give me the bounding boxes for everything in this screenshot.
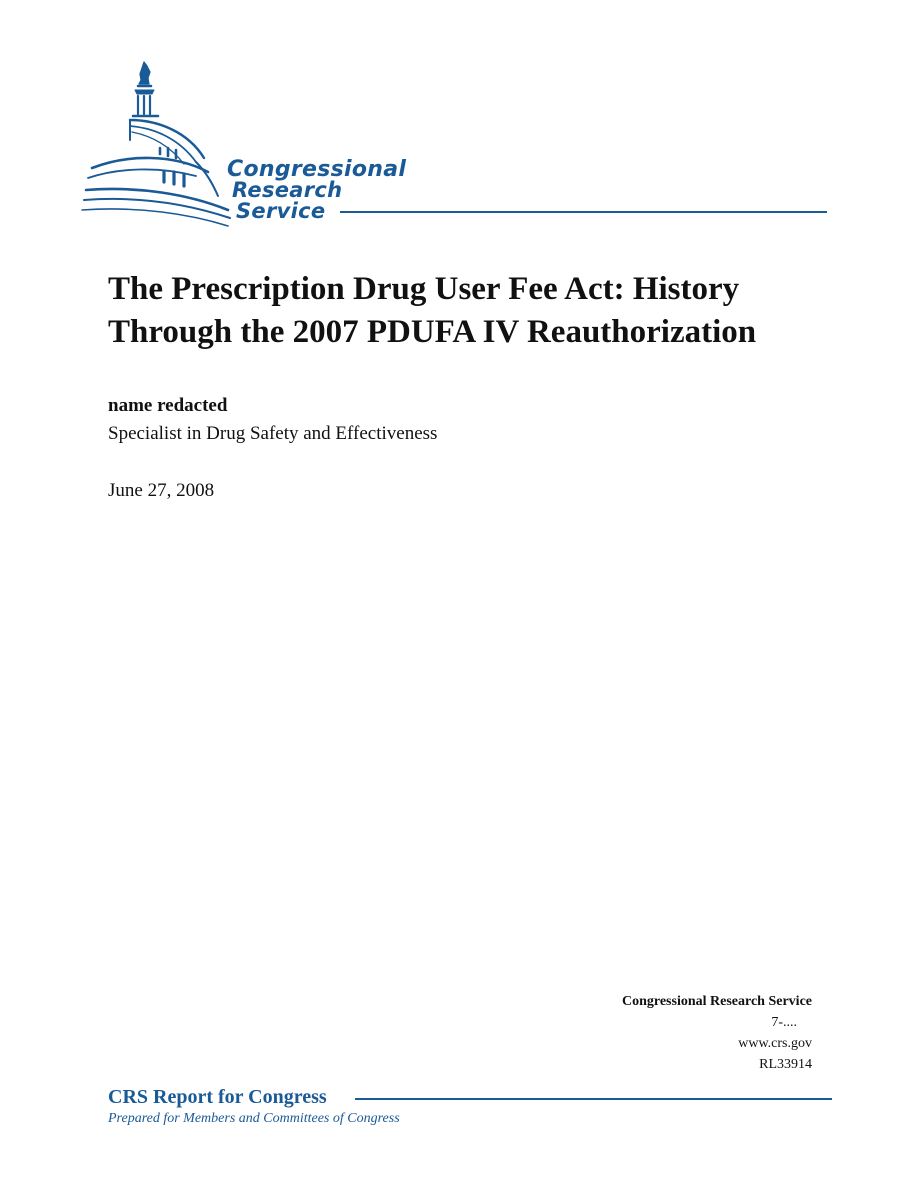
report-date: June 27, 2008	[108, 480, 215, 501]
logo-rule	[340, 211, 827, 213]
crs-organization: Congressional Research Service	[621, 994, 812, 1009]
author-name: name redacted	[108, 395, 228, 416]
footer-rule	[355, 1098, 832, 1100]
crs-info	[622, 991, 812, 1075]
author-role: Specialist in Drug Safety and Effectiveness	[108, 423, 438, 444]
footer-subtitle: Prepared for Members and Committees of Congress	[108, 1111, 400, 1126]
crs-website-link[interactable]: www.crs.gov	[738, 1036, 812, 1051]
footer-title: CRS Report for Congress	[108, 1086, 327, 1108]
logo-word-research: Research	[232, 178, 343, 202]
crs-phone: 7-....	[771, 1015, 797, 1030]
capitol-dome-icon	[78, 50, 248, 230]
crs-logo	[78, 50, 838, 230]
logo-word-congressional: Congressional	[227, 157, 407, 182]
crs-report-number: RL33914	[759, 1057, 812, 1072]
report-title: The Prescription Drug User Fee Act: History Through the 2007 PDUFA IV Reauthorization	[108, 271, 757, 350]
logo-word-service: Service	[236, 199, 326, 223]
